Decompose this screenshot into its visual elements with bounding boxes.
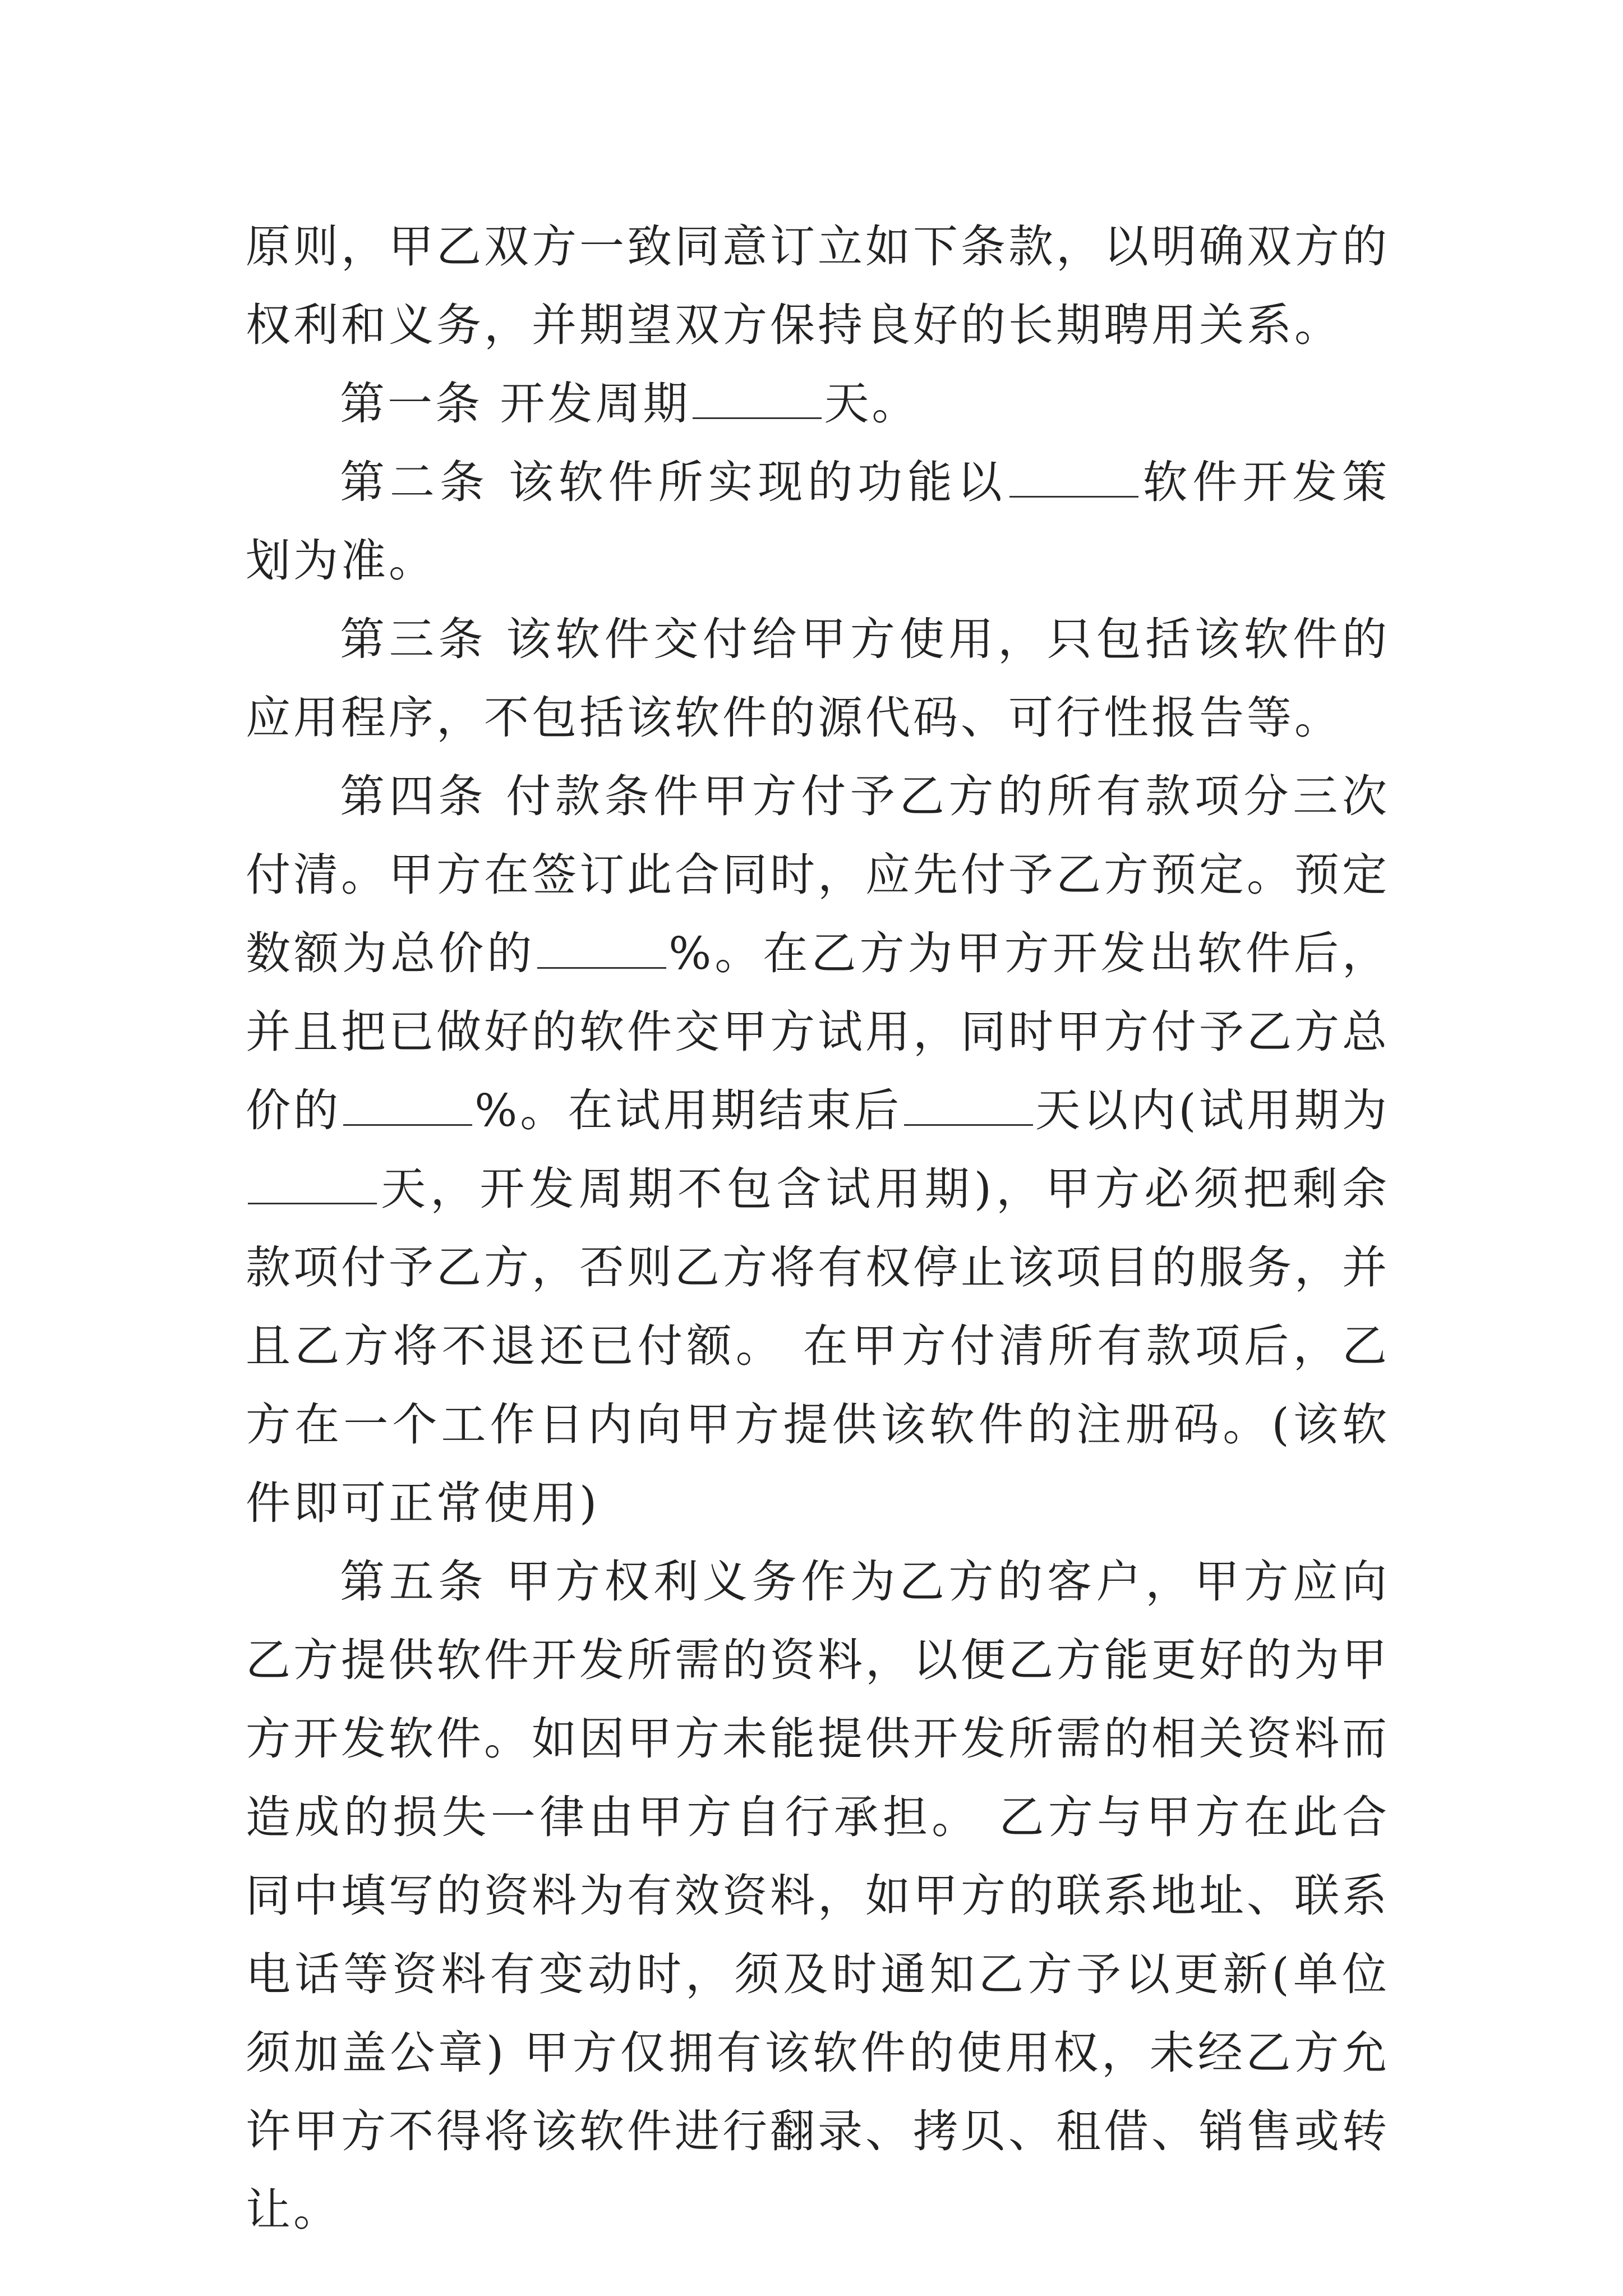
paragraph-preamble <box>246 208 1390 365</box>
paragraph-article-5 <box>246 1543 1390 2249</box>
paragraph-text: 第五条 甲方权利义务作为乙方的客户，甲方应向乙方提供软件开发所需的资料，以便乙方能更好的为甲方开发软件。如因甲方未能提供开发所需的相关资料而造成的损失一律由甲方自行承担。 乙方与甲方在此合同中填写的资料为有效资料，如甲方的联系地址、联系电话等资料有变动时，须及时通知乙方予以更新(单位须加盖公章) 甲方仅拥有该软件的使用权，未经乙方允许甲方不得将该软件进行翻录、拷贝、租借、销售或转让。 <box>246 1556 1390 2236</box>
paragraph-text: 天以内(试用期为 <box>1035 1084 1390 1137</box>
paragraph-text: 天，开发周期不包含试用期)，甲方必须把剩余款项付予乙方，否则乙方将有权停止该项目的服务，并且乙方将不退还已付额。 在甲方付清所有款项后，乙方在一个工作日内向甲方提供该软件的注册码。(该软件即可正常使用) <box>246 1163 1390 1529</box>
paragraph-text: 原则，甲乙双方一致同意订立如下条款，以明确双方的权利和义务，并期望双方保持良好的长期聘用关系。 <box>246 220 1390 351</box>
paragraph-text: 第四条 付款条件甲方付予乙方的所有款项分三次付清。甲方在签订此合同时，应先付予乙方预定。预定数额为总价的 <box>246 770 1390 979</box>
paragraph-text: 第二条 该软件所实现的功能以 <box>340 456 1007 508</box>
paragraph-article-4 <box>246 757 1390 1543</box>
paragraph-text: %。在试用期结束后 <box>474 1084 902 1137</box>
fill-blank <box>537 933 666 969</box>
paragraph-text: %。在乙方为甲方开发出软件后，并且把已做好的软件交甲方试用，同时甲方付予乙方总价的 <box>246 927 1390 1137</box>
fill-blank <box>248 1169 377 1204</box>
paragraph-article-1 <box>246 365 1390 443</box>
contract-body <box>246 208 1390 2249</box>
fill-blank <box>343 1091 472 1126</box>
paragraph-text: 第一条 开发周期 <box>340 378 691 430</box>
paragraph-article-2 <box>246 443 1390 600</box>
paragraph-text: 软件开发策划为准。 <box>246 456 1390 587</box>
fill-blank <box>1009 462 1138 498</box>
fill-blank <box>904 1091 1033 1126</box>
paragraph-article-3 <box>246 600 1390 757</box>
paragraph-text: 天。 <box>824 378 920 430</box>
fill-blank <box>693 384 822 419</box>
paragraph-text: 第三条 该软件交付给甲方使用，只包括该软件的应用程序，不包括该软件的源代码、可行性报告等。 <box>246 613 1390 744</box>
